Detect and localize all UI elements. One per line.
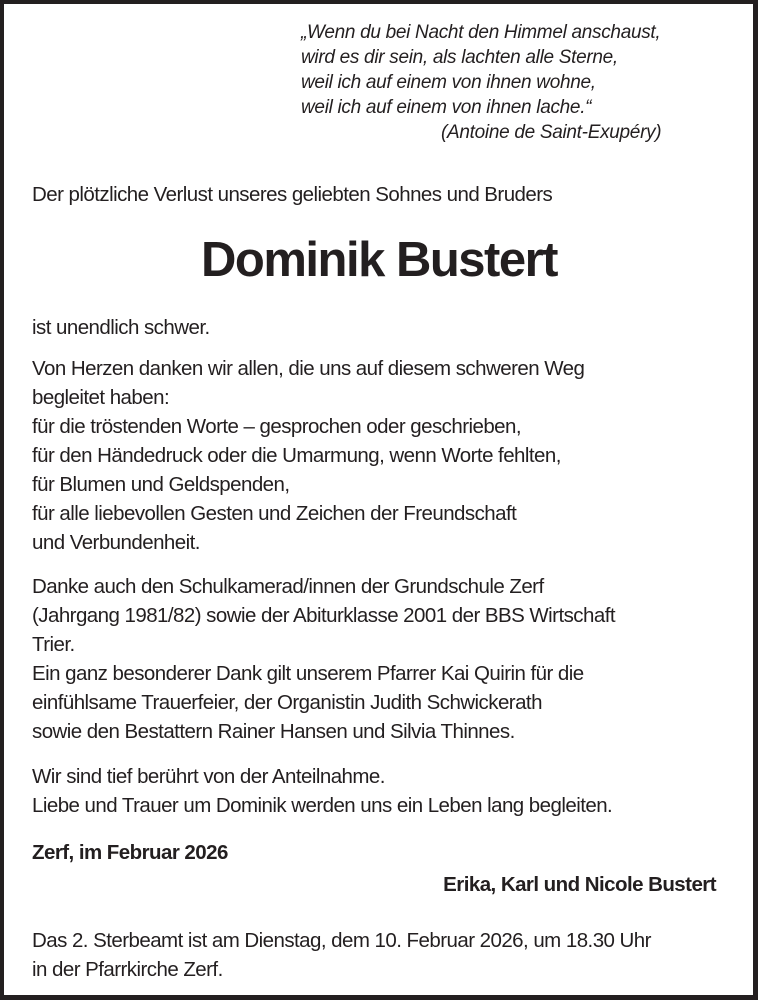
- paragraph-line: in der Pfarrkirche Zerf.: [32, 958, 223, 981]
- school-paragraph: [32, 572, 615, 746]
- paragraph-line: Wir sind tief berührt von der Anteilnahme.: [32, 765, 385, 788]
- paragraph-line: einfühlsame Trauerfeier, der Organistin Judith Schwickerath: [32, 691, 542, 714]
- intro-text: Der plötzliche Verlust unseres geliebten Sohnes und Bruders: [32, 183, 553, 206]
- quote-line: weil ich auf einem von ihnen wohne,: [301, 72, 596, 93]
- quote-line: „Wenn du bei Nacht den Himmel anschaust,: [301, 22, 661, 43]
- service-info: [32, 926, 651, 984]
- signatories: Erika, Karl und Nicole Bustert: [443, 873, 716, 896]
- quote-line: wird es dir sein, als lachten alle Sterne,: [301, 47, 618, 68]
- paragraph-line: für Blumen und Geldspenden,: [32, 473, 290, 496]
- paragraph-line: Liebe und Trauer um Dominik werden uns ein Leben lang begleiten.: [32, 794, 613, 817]
- quote-line: weil ich auf einem von ihnen lache.“: [301, 97, 592, 118]
- paragraph-line: (Jahrgang 1981/82) sowie der Abiturklasse 2001 der BBS Wirtschaft: [32, 604, 615, 627]
- paragraph-line: begleitet haben:: [32, 386, 170, 409]
- deceased-name: Dominik Bustert: [201, 233, 557, 287]
- thanks-paragraph: [32, 354, 584, 557]
- paragraph-line: für die tröstenden Worte – gesprochen oder geschrieben,: [32, 415, 522, 438]
- place-date: Zerf, im Februar 2026: [32, 841, 228, 864]
- paragraph-line: Von Herzen danken wir allen, die uns auf diesem schweren Weg: [32, 357, 585, 380]
- paragraph-line: für den Händedruck oder die Umarmung, wenn Worte fehlten,: [32, 444, 561, 467]
- paragraph-line: Danke auch den Schulkamerad/innen der Grundschule Zerf: [32, 575, 544, 598]
- after-name-text: ist unendlich schwer.: [32, 316, 210, 339]
- closing-paragraph: [32, 762, 612, 820]
- quote-author: (Antoine de Saint-Exupéry): [441, 122, 662, 143]
- paragraph-line: Das 2. Sterbeamt ist am Dienstag, dem 10. Februar 2026, um 18.30 Uhr: [32, 929, 651, 952]
- paragraph-line: Trier.: [32, 633, 75, 656]
- paragraph-line: Ein ganz besonderer Dank gilt unserem Pfarrer Kai Quirin für die: [32, 662, 584, 685]
- paragraph-line: sowie den Bestattern Rainer Hansen und Silvia Thinnes.: [32, 720, 515, 743]
- quote-block: [301, 20, 661, 145]
- paragraph-line: für alle liebevollen Gesten und Zeichen der Freundschaft: [32, 502, 517, 525]
- paragraph-line: und Verbundenheit.: [32, 531, 200, 554]
